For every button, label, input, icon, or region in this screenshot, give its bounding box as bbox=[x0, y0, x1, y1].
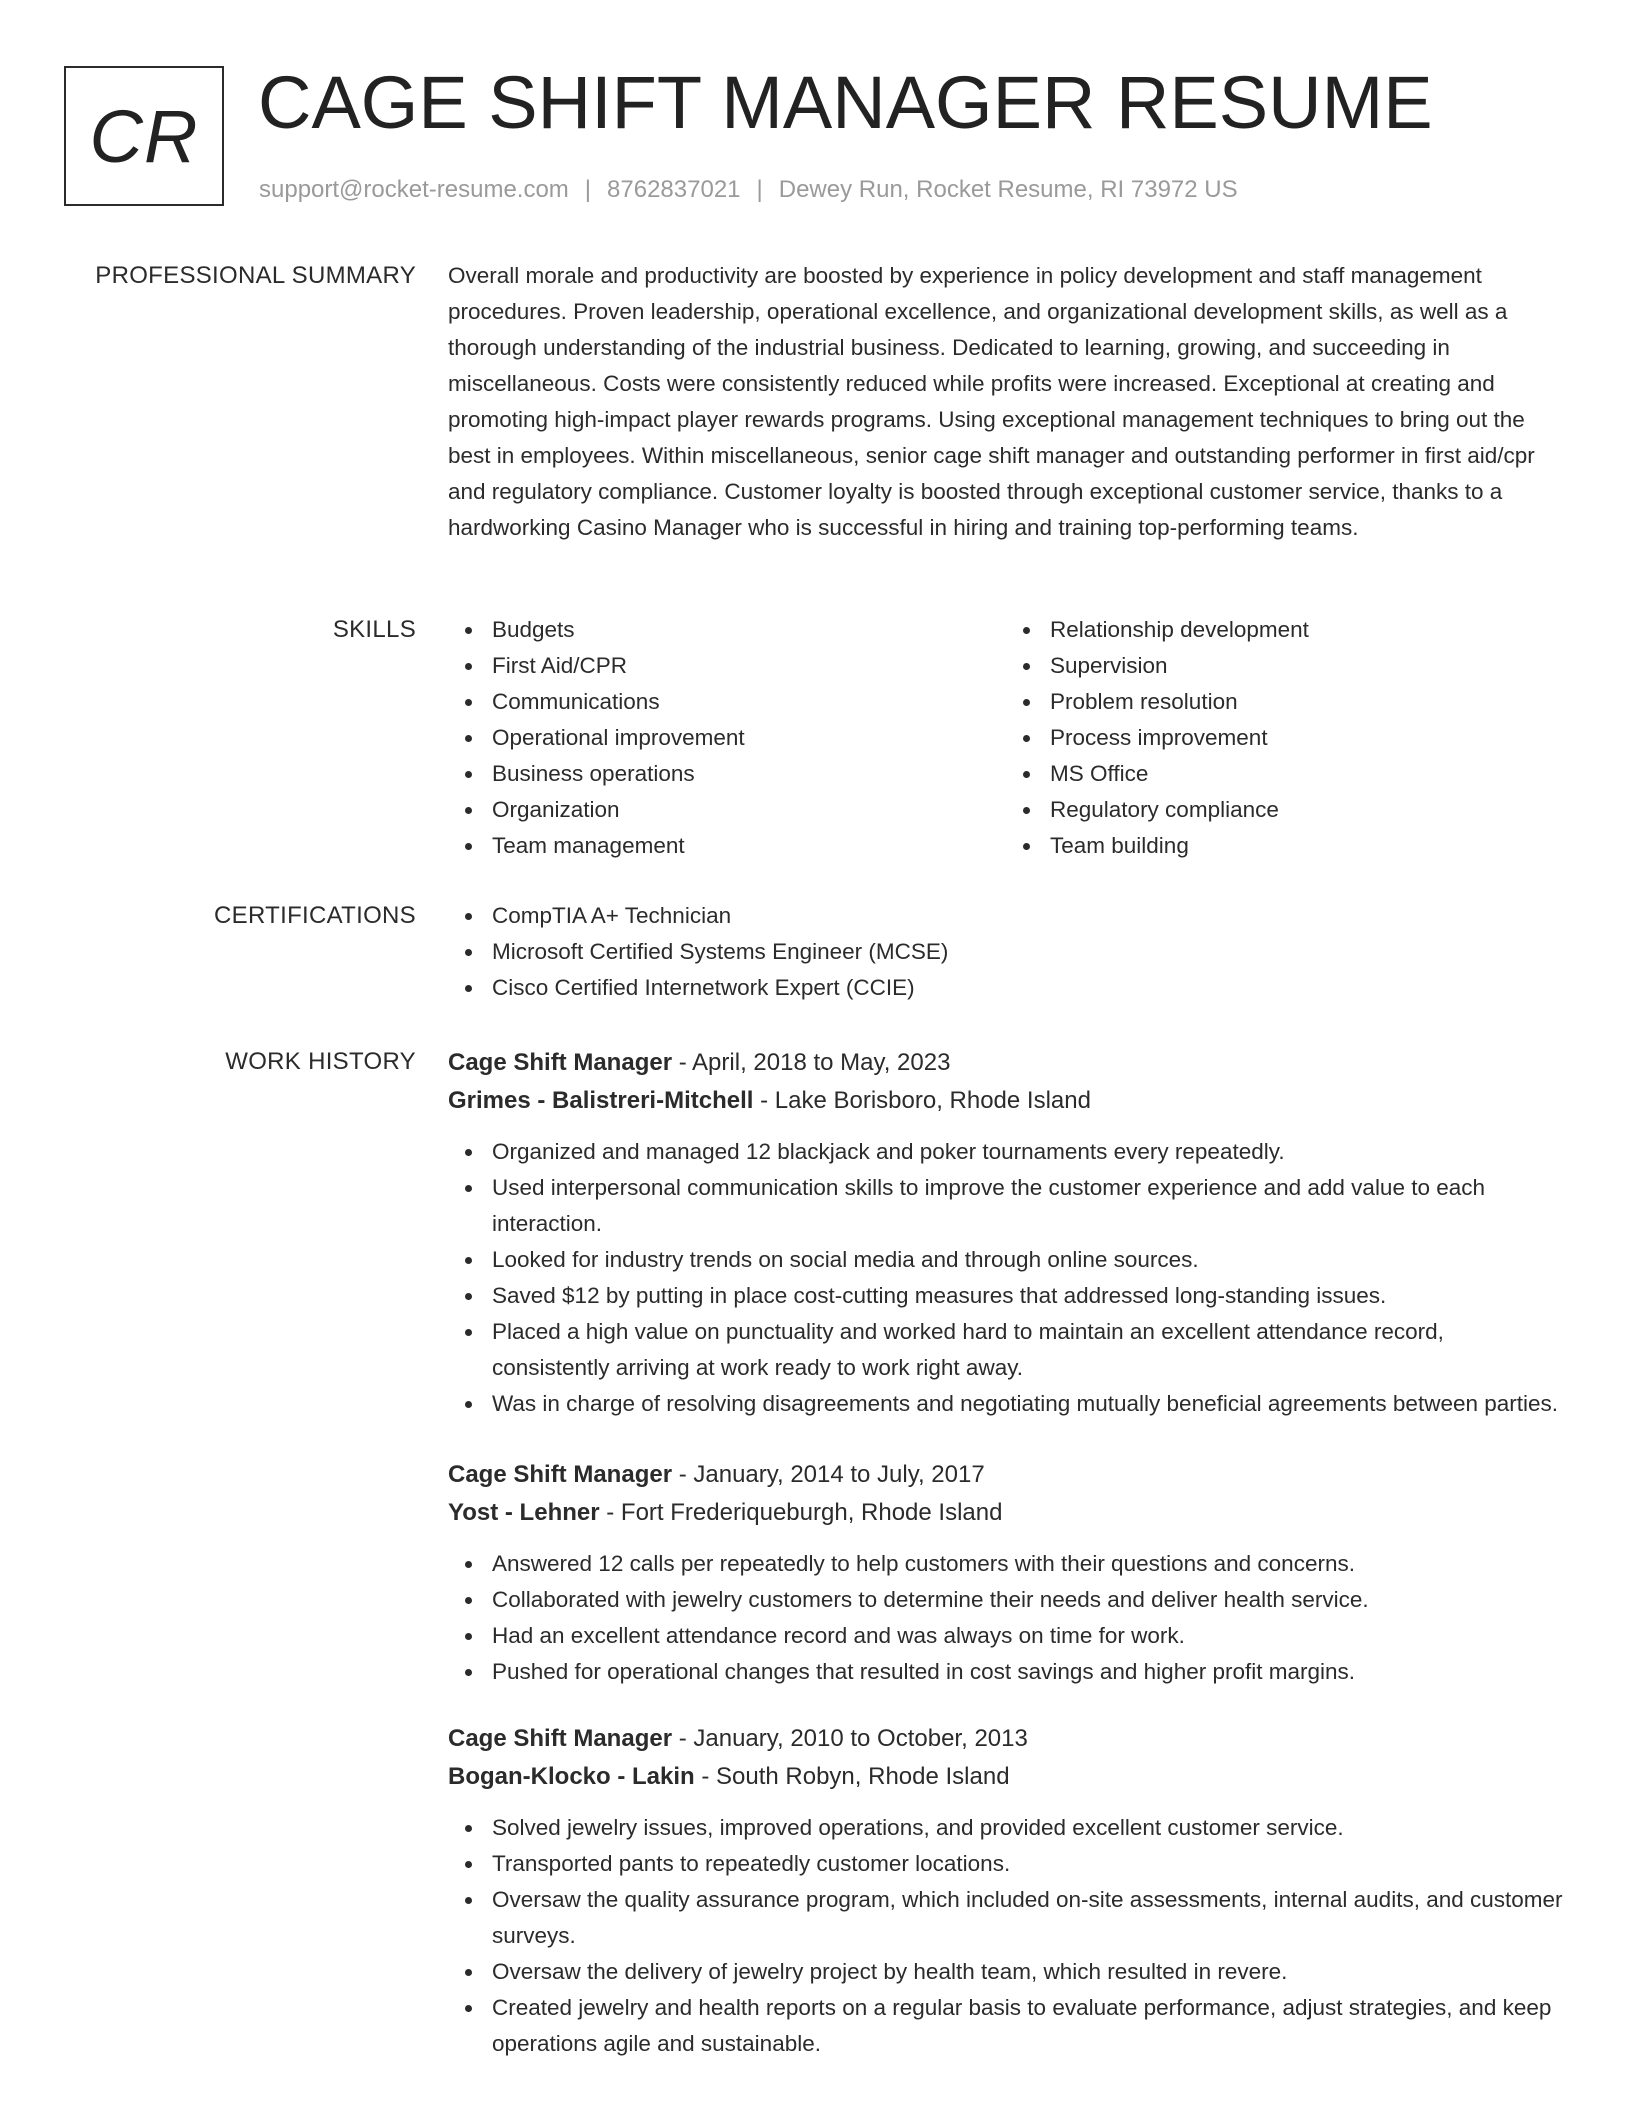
skill-item: Problem resolution bbox=[1050, 684, 1564, 720]
job-company-line bbox=[448, 1082, 1564, 1120]
job-duty: Used interpersonal communication skills to improve the customer experience and add value to each interaction. bbox=[492, 1170, 1564, 1242]
job-title-line bbox=[448, 1456, 1564, 1494]
job-location: - Lake Borisboro, Rhode Island bbox=[753, 1087, 1091, 1114]
job-duties-list bbox=[448, 1546, 1564, 1690]
skill-item: Organization bbox=[492, 792, 1006, 828]
job-duty: Saved $12 by putting in place cost-cutting measures that addressed long-standing issues. bbox=[492, 1278, 1564, 1314]
job-company: Bogan-Klocko - Lakin bbox=[448, 1763, 695, 1790]
certification-item: CompTIA A+ Technician bbox=[492, 898, 1564, 934]
certification-item: Microsoft Certified Systems Engineer (MCSE) bbox=[492, 934, 1564, 970]
job-entry bbox=[448, 1720, 1564, 2062]
certification-item: Cisco Certified Internetwork Expert (CCIE) bbox=[492, 970, 1564, 1006]
summary-heading: PROFESSIONAL SUMMARY bbox=[95, 262, 416, 289]
job-title: Cage Shift Manager bbox=[448, 1049, 673, 1076]
job-dates: - April, 2018 to May, 2023 bbox=[672, 1049, 951, 1076]
contact-address: Dewey Run, Rocket Resume, RI 73972 US bbox=[778, 176, 1238, 203]
skill-item: Operational improvement bbox=[492, 720, 1006, 756]
job-duty: Was in charge of resolving disagreements and negotiating mutually beneficial agreements between parties. bbox=[492, 1386, 1564, 1422]
certifications-heading: CERTIFICATIONS bbox=[214, 902, 416, 929]
summary-body bbox=[448, 258, 1564, 546]
job-title: Cage Shift Manager bbox=[448, 1725, 673, 1752]
contact-email: support@rocket-resume.com bbox=[259, 176, 569, 203]
contact-separator: | bbox=[756, 176, 763, 203]
certifications-list bbox=[448, 898, 1564, 1006]
skill-item: MS Office bbox=[1050, 756, 1564, 792]
job-duty: Organized and managed 12 blackjack and poker tournaments every repeatedly. bbox=[492, 1134, 1564, 1170]
skill-item: Team building bbox=[1050, 828, 1564, 864]
job-company-line bbox=[448, 1494, 1564, 1532]
job-duty: Collaborated with jewelry customers to determine their needs and deliver health service. bbox=[492, 1582, 1564, 1618]
work-history-heading: WORK HISTORY bbox=[225, 1048, 416, 1075]
job-duty: Oversaw the delivery of jewelry project by health team, which resulted in revere. bbox=[492, 1954, 1564, 1990]
job-title: Cage Shift Manager bbox=[448, 1461, 673, 1488]
job-duty: Transported pants to repeatedly customer locations. bbox=[492, 1846, 1564, 1882]
job-entry bbox=[448, 1044, 1564, 1422]
job-company-line bbox=[448, 1758, 1564, 1796]
skills-heading: SKILLS bbox=[332, 616, 416, 643]
summary-text: Overall morale and productivity are boosted by experience in policy development and staff management procedures. Proven leadership, operational excellence, and organizational development skills, as well as a thorough understanding of the industrial business. Dedicated to learning, growing, and succeeding in miscellaneous. Costs were consistently reduced while profits were increased. Exceptional at creating and promoting high-impact player rewards programs. Using exceptional management techniques to bring out the best in employees. Within miscellaneous, senior cage shift manager and outstanding performer in first aid/cpr and regulatory compliance. Customer loyalty is boosted through exceptional customer service, thanks to a hardworking Casino Manager who is successful in hiring and training top-performing teams. bbox=[448, 263, 1535, 540]
work-history-body bbox=[448, 1044, 1564, 2082]
job-duty: Answered 12 calls per repeatedly to help customers with their questions and concerns. bbox=[492, 1546, 1564, 1582]
skill-item: Relationship development bbox=[1050, 612, 1564, 648]
skills-list-left bbox=[448, 612, 1006, 864]
job-duty: Pushed for operational changes that resulted in cost savings and higher profit margins. bbox=[492, 1654, 1564, 1690]
skill-item: Supervision bbox=[1050, 648, 1564, 684]
skill-item: Team management bbox=[492, 828, 1006, 864]
job-duty: Oversaw the quality assurance program, which included on-site assessments, internal audits, and customer surveys. bbox=[492, 1882, 1564, 1954]
skill-item: Business operations bbox=[492, 756, 1006, 792]
contact-separator: | bbox=[584, 176, 592, 203]
certifications-body bbox=[448, 898, 1564, 1006]
job-location: - South Robyn, Rhode Island bbox=[694, 1763, 1010, 1790]
job-dates: - January, 2010 to October, 2013 bbox=[672, 1725, 1028, 1752]
page-title: CAGE SHIFT MANAGER RESUME bbox=[258, 61, 1433, 144]
job-duties-list bbox=[448, 1810, 1564, 2062]
contact-phone: 8762837021 bbox=[607, 176, 741, 203]
monogram-logo: CR bbox=[64, 66, 224, 206]
job-title-line bbox=[448, 1720, 1564, 1758]
skill-item: Process improvement bbox=[1050, 720, 1564, 756]
job-dates: - January, 2014 to July, 2017 bbox=[672, 1461, 985, 1488]
skill-item: Budgets bbox=[492, 612, 1006, 648]
job-duties-list bbox=[448, 1134, 1564, 1422]
job-duty: Looked for industry trends on social media and through online sources. bbox=[492, 1242, 1564, 1278]
job-duty: Solved jewelry issues, improved operations, and provided excellent customer service. bbox=[492, 1810, 1564, 1846]
job-company: Grimes - Balistreri-Mitchell bbox=[448, 1087, 754, 1114]
job-title-line bbox=[448, 1044, 1564, 1082]
job-location: - Fort Frederiqueburgh, Rhode Island bbox=[599, 1499, 1003, 1526]
job-company: Yost - Lehner bbox=[448, 1499, 600, 1526]
job-duty: Created jewelry and health reports on a regular basis to evaluate performance, adjust strategies, and keep operations agile and sustainable. bbox=[492, 1990, 1564, 2062]
job-duty: Had an excellent attendance record and was always on time for work. bbox=[492, 1618, 1564, 1654]
skills-body bbox=[448, 612, 1564, 864]
job-duty: Placed a high value on punctuality and worked hard to maintain an excellent attendance record, consistently arriving at work ready to work right away. bbox=[492, 1314, 1564, 1386]
skill-item: First Aid/CPR bbox=[492, 648, 1006, 684]
skill-item: Regulatory compliance bbox=[1050, 792, 1564, 828]
job-entry bbox=[448, 1456, 1564, 1690]
skills-list-right bbox=[1006, 612, 1564, 864]
contact-line bbox=[259, 172, 1238, 208]
skill-item: Communications bbox=[492, 684, 1006, 720]
